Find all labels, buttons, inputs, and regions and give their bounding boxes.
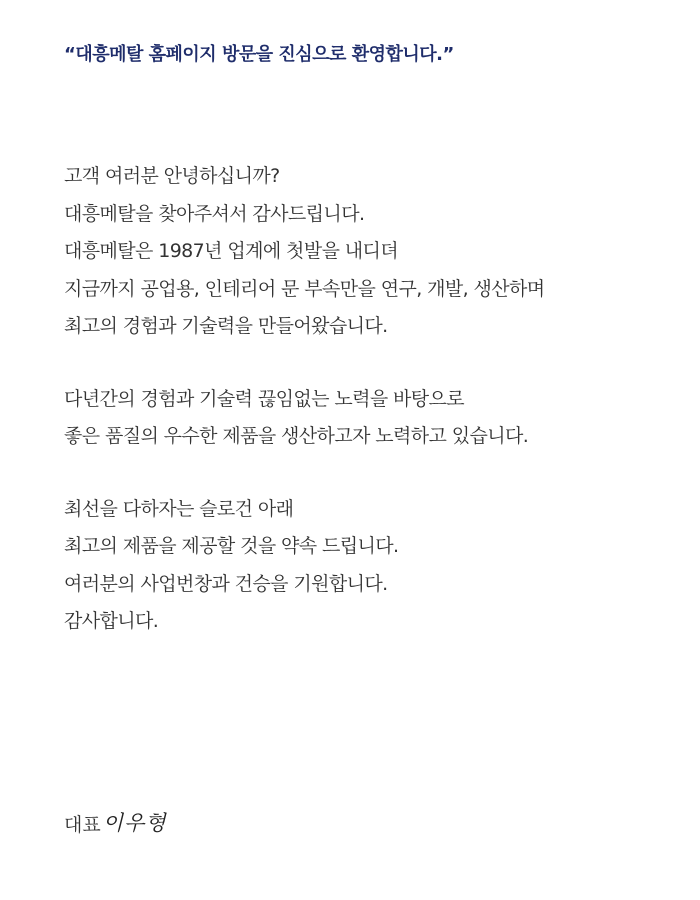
message-paragraph-3	[64, 491, 664, 641]
message-line: 최고의 제품을 제공할 것을 약속 드립니다.	[64, 535, 399, 557]
message-paragraph-2	[64, 381, 664, 456]
message-line: 좋은 품질의 우수한 제품을 생산하고자 노력하고 있습니다.	[64, 425, 529, 447]
message-line: 대흥메탈은 1987년 업계에 첫발을 내디뎌	[64, 240, 399, 262]
message-paragraph-1	[64, 158, 664, 346]
signature-title: 대표	[64, 814, 101, 836]
message-line: 여러분의 사업번창과 건승을 기원합니다.	[64, 572, 388, 595]
signature-name: 이우형	[102, 811, 167, 835]
ceo-message	[64, 158, 664, 676]
greeting-headline: “대흥메탈 홈페이지 방문을 진심으로 환영합니다.”	[64, 44, 454, 65]
message-line: 최고의 경험과 기술력을 만들어왔습니다.	[64, 315, 388, 337]
message-line: 감사합니다.	[64, 610, 159, 632]
message-line: 최선을 다하자는 슬로건 아래	[64, 497, 294, 520]
message-line: 지금까지 공업용, 인테리어 문 부속만을 연구, 개발, 생산하며	[64, 277, 545, 300]
message-line: 고객 여러분 안녕하십니까?	[64, 165, 280, 187]
message-line: 대흥메탈을 찾아주셔서 감사드립니다.	[64, 202, 365, 225]
message-line: 다년간의 경험과 기술력 끊임없는 노력을 바탕으로	[64, 387, 465, 410]
ceo-signature	[64, 808, 167, 838]
